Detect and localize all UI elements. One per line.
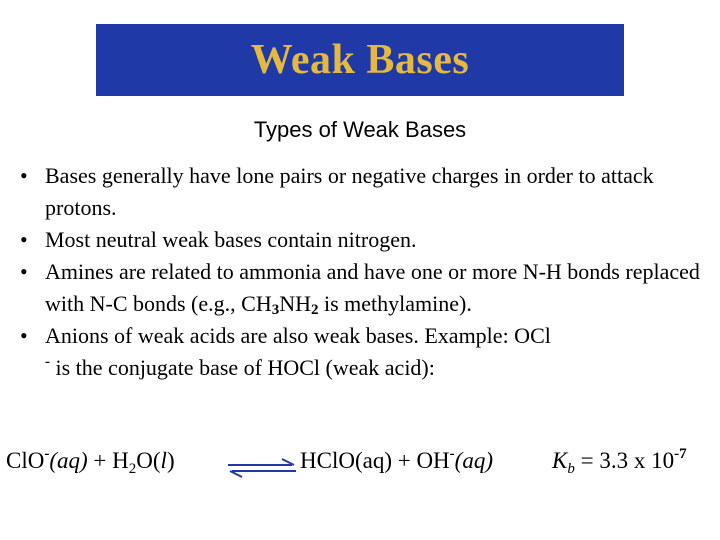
bullet-item — [20, 320, 700, 384]
water-state: l — [160, 448, 167, 473]
bullet-text-part: is methylamine). — [318, 291, 472, 316]
k-value: = 3.3 x 10 — [574, 448, 675, 473]
subscript-2: 2 — [311, 302, 319, 318]
slide-title: Weak Bases — [250, 37, 470, 83]
bullet-list — [20, 160, 700, 384]
equation-products — [300, 448, 493, 474]
product-state: (aq) — [454, 448, 493, 473]
k-symbol: K — [552, 448, 568, 473]
bullet-item — [20, 224, 700, 256]
reactant-formula: ClO — [6, 448, 45, 473]
title-banner — [96, 24, 624, 96]
water-subscript: 2 — [128, 461, 137, 477]
water-formula: O( — [136, 448, 161, 473]
charge-superscript: - — [45, 354, 50, 370]
plus-water: + H — [87, 448, 129, 473]
k-subscript — [567, 461, 575, 477]
bullet-glyph: • — [20, 259, 28, 284]
bullet-text — [45, 259, 700, 316]
k-subscript-letter: b — [567, 461, 575, 477]
bullet-text — [45, 323, 551, 380]
bullet-text: Bases generally have lone pairs or negative charges in order to attack protons. — [45, 163, 654, 220]
product-formula: HClO(aq) + OH — [300, 448, 450, 473]
bullet-glyph: • — [20, 163, 28, 188]
subscript-3: 3 — [271, 302, 280, 318]
chemical-equation — [6, 448, 720, 488]
bullet-text-part: is the conjugate base of HOCl (weak acid): — [50, 355, 435, 380]
equilibrium-arrow-icon — [226, 458, 298, 478]
water-close: ) — [166, 448, 175, 473]
reactant-charge: - — [44, 446, 50, 462]
bullet-text: Most neutral weak bases contain nitrogen. — [45, 227, 417, 252]
bullet-text-part: Anions of weak acids are also weak bases. Example: OCl — [45, 323, 551, 348]
equation-reactants — [6, 446, 175, 477]
bullet-text-part: NH — [279, 291, 311, 316]
k-exponent: -7 — [674, 446, 687, 462]
bullet-item — [20, 160, 700, 224]
slide-subtitle: Types of Weak Bases — [253, 117, 467, 142]
reactant-state: (aq) — [49, 448, 88, 473]
bullet-glyph: • — [20, 227, 28, 252]
bullet-item — [20, 256, 700, 320]
product-charge: - — [449, 446, 455, 462]
bullet-glyph: • — [20, 323, 28, 348]
bullet-text-part: Amines are related to ammonia and have one or more N-H bonds replaced with N-C bonds (e.g., CH — [45, 259, 700, 316]
equilibrium-constant — [552, 446, 687, 477]
